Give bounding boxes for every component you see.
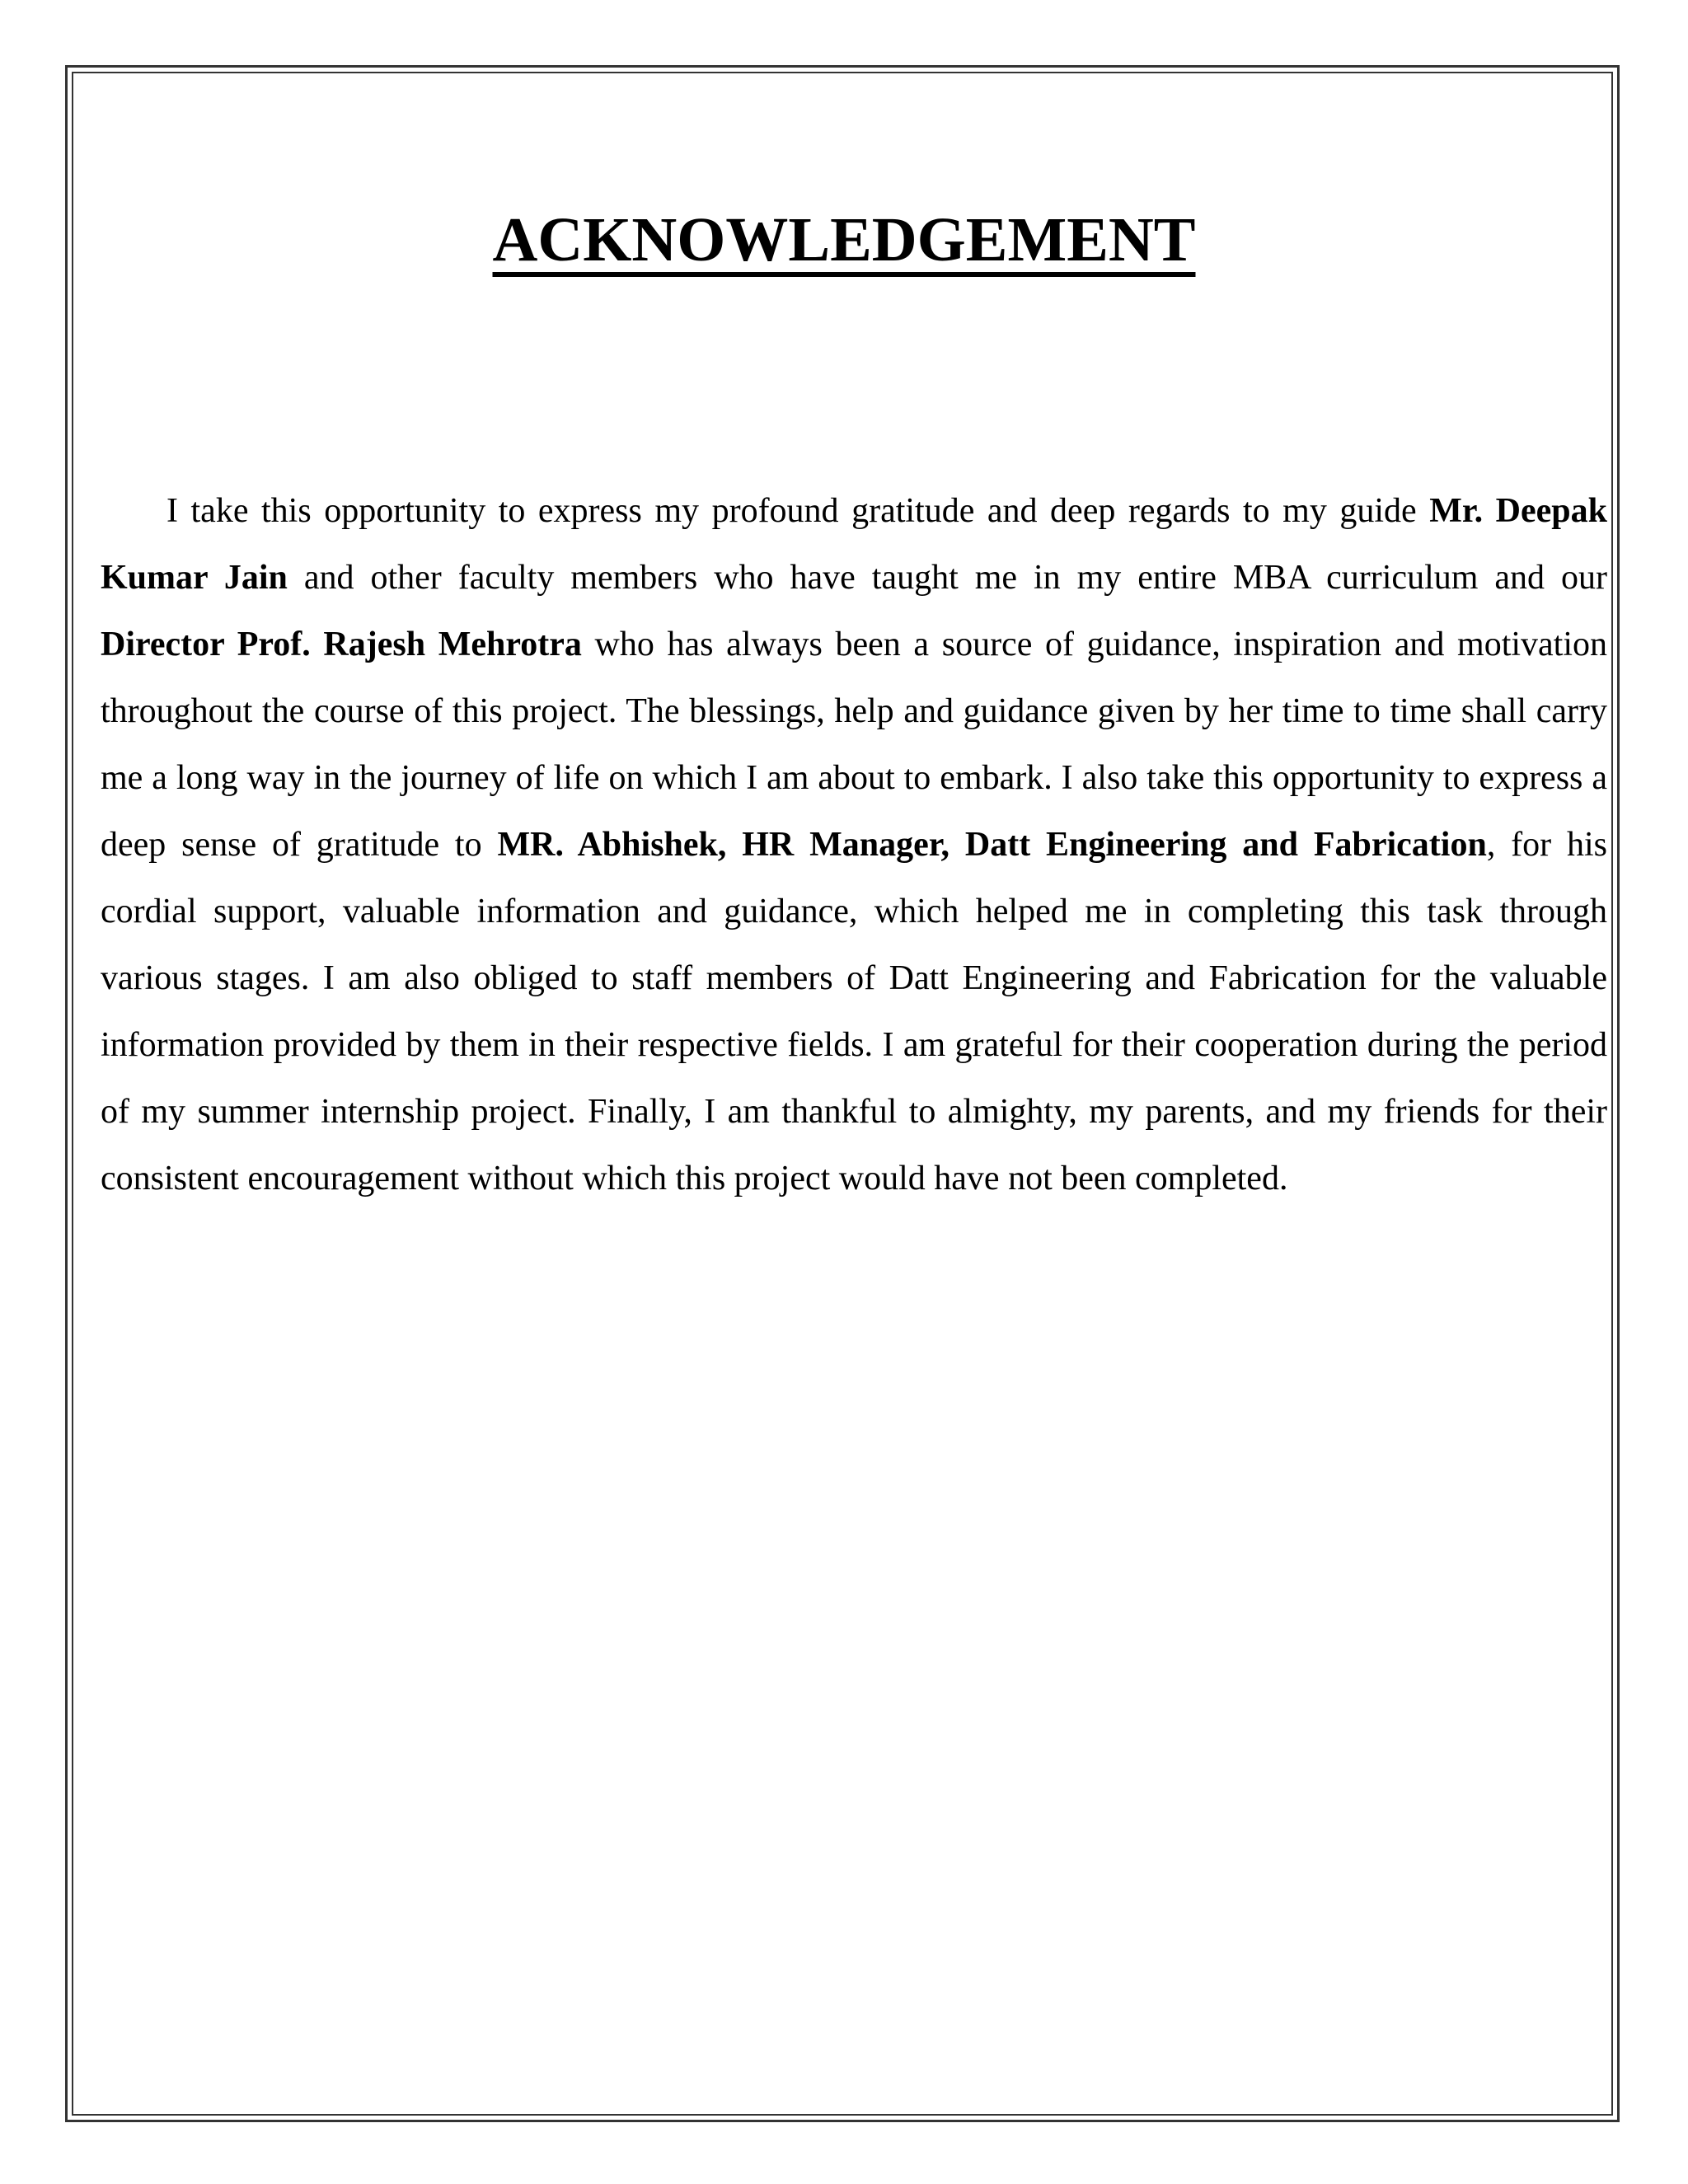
page-title: [0, 204, 1688, 276]
paragraph-segment: who has always been a source of guidance, inspiration and motivation throughout the course of this project. The blessings, help and guidance given by her time to time shall carry me a long way in the journey of life on which I am about to embark. I also take this opportunity to express a deep sense of gratitude to: [101, 626, 1608, 864]
paragraph-segment: I take this opportunity to express my profound gratitude and deep regards to my guide: [166, 492, 1430, 530]
acknowledgement-paragraph: [101, 478, 1607, 1212]
hr-manager-name: MR. Abhishek, HR Manager, Datt Engineering and Fabrication: [497, 826, 1487, 864]
paragraph-segment: and other faculty members who have taught me in my entire MBA curriculum and our: [287, 559, 1607, 597]
director-name: Director Prof. Rajesh Mehrotra: [101, 626, 582, 663]
paragraph-segment: , for his cordial support, valuable information and guidance, which helped me in completing this task through various stages. I am also obliged to staff members of Datt Engineering and Fabrication for the valuable information provided by them in their respective fields. I am grateful for their cooperation during the period of my summer internship project. Finally, I am thankful to almighty, my parents, and my friends for their consistent encouragement without which this project would have not been completed.: [101, 826, 1608, 1197]
page-title-text: ACKNOWLEDGEMENT: [492, 205, 1196, 274]
guide-name: Mr. Deepak Kumar Jain: [101, 492, 1607, 597]
